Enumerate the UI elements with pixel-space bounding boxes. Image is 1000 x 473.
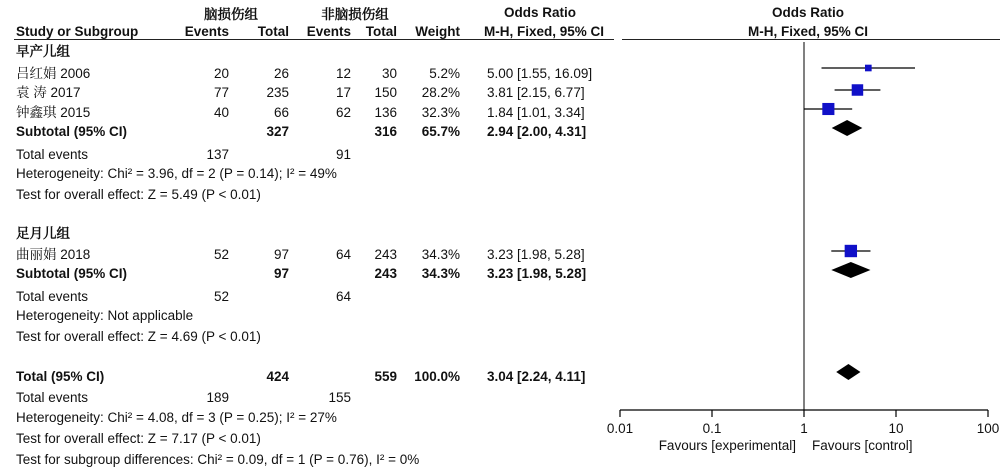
plot-method-header: M-H, Fixed, 95% CI <box>747 24 869 39</box>
exp-events: 52 <box>213 289 229 304</box>
weight-header: Weight <box>415 24 460 39</box>
exp-total: 26 <box>273 66 289 81</box>
x-tick-label: 100 <box>976 421 1000 436</box>
favours-right-label: Favours [control] <box>812 438 913 453</box>
or-ci: 3.23 [1.98, 5.28] <box>487 266 587 281</box>
exp-events-header: Events <box>184 24 229 39</box>
subtotal-label: Subtotal (95% CI) <box>16 124 128 139</box>
plot-title: Odds Ratio <box>771 5 844 20</box>
ctrl-events: 155 <box>328 390 351 405</box>
study-square <box>865 65 872 72</box>
or-ci: 3.23 [1.98, 5.28] <box>487 247 585 262</box>
or-ci: 2.94 [2.00, 4.31] <box>487 124 587 139</box>
weight: 34.3% <box>421 266 460 281</box>
ctrl-events: 62 <box>335 105 351 120</box>
subtotal-label: Subtotal (95% CI) <box>16 266 128 281</box>
ctrl-events: 64 <box>335 247 351 262</box>
exp-total: 66 <box>273 105 289 120</box>
ctrl-total: 30 <box>381 66 397 81</box>
study-square <box>845 245 857 257</box>
study-name: 钟鑫琪 2015 <box>16 105 91 120</box>
summary-diamond <box>831 262 870 278</box>
heterogeneity: Heterogeneity: Chi² = 3.96, df = 2 (P = 0.14); I² = 49% <box>16 166 337 181</box>
x-tick-label: 1 <box>800 421 808 436</box>
study-col-header: Study or Subgroup <box>16 24 139 39</box>
favours-left-label: Favours [experimental] <box>658 438 796 453</box>
ctrl-events: 12 <box>335 66 351 81</box>
study-square <box>852 84 863 95</box>
exp-total: 327 <box>266 124 289 139</box>
exp-events: 137 <box>206 147 229 162</box>
weight: 34.3% <box>421 247 460 262</box>
exp-events: 20 <box>213 66 229 81</box>
study-square <box>822 103 834 115</box>
exp-group-label: 脑损伤组 <box>204 7 258 22</box>
exp-total: 424 <box>266 369 289 384</box>
exp-total-header: Total <box>257 24 289 39</box>
ctrl-total: 136 <box>374 105 397 120</box>
ctrl-total-header: Total <box>365 24 397 39</box>
heterogeneity: Heterogeneity: Chi² = 4.08, df = 3 (P = 0.25); I² = 27% <box>16 410 337 425</box>
x-tick-label: 0.1 <box>702 421 722 436</box>
ctrl-events-header: Events <box>306 24 351 39</box>
subgroup-differences: Test for subgroup differences: Chi² = 0.09, df = 1 (P = 0.76), I² = 0% <box>16 452 420 467</box>
total-events-label: Total events <box>16 390 89 405</box>
or-ci: 3.81 [2.15, 6.77] <box>487 85 585 100</box>
weight: 28.2% <box>421 85 460 100</box>
exp-events: 40 <box>213 105 229 120</box>
subgroup-title: 早产儿组 <box>16 44 70 59</box>
overall-effect: Test for overall effect: Z = 5.49 (P < 0.01) <box>16 187 261 202</box>
exp-events: 77 <box>213 85 229 100</box>
ctrl-total: 150 <box>374 85 397 100</box>
exp-total: 97 <box>273 247 289 262</box>
ctrl-events: 64 <box>335 289 351 304</box>
total-label: Total (95% CI) <box>16 369 105 384</box>
weight: 32.3% <box>421 105 460 120</box>
overall-effect: Test for overall effect: Z = 4.69 (P < 0.01) <box>16 329 261 344</box>
ctrl-total: 243 <box>374 247 397 262</box>
weight: 5.2% <box>429 66 460 81</box>
or-ci: 1.84 [1.01, 3.34] <box>487 105 585 120</box>
ctrl-group-label: 非脑损伤组 <box>321 7 389 22</box>
x-tick-label: 0.01 <box>606 421 634 436</box>
summary-diamond <box>836 364 860 380</box>
or-title: Odds Ratio <box>503 5 576 20</box>
study-name: 曲丽娟 2018 <box>16 247 91 262</box>
weight: 100.0% <box>414 369 460 384</box>
or-method-header: M-H, Fixed, 95% CI <box>483 24 605 39</box>
or-ci: 3.04 [2.24, 4.11] <box>487 369 586 384</box>
ctrl-total: 559 <box>374 369 397 384</box>
ctrl-events: 17 <box>335 85 351 100</box>
total-events-label: Total events <box>16 147 89 162</box>
heterogeneity: Heterogeneity: Not applicable <box>16 308 194 323</box>
summary-diamond <box>832 120 863 136</box>
subgroup-title: 足月儿组 <box>16 226 70 241</box>
exp-total: 235 <box>266 85 289 100</box>
ctrl-total: 316 <box>374 124 397 139</box>
exp-events: 52 <box>213 247 229 262</box>
ctrl-total: 243 <box>374 266 397 281</box>
study-name: 吕红娟 2006 <box>16 66 91 81</box>
weight: 65.7% <box>421 124 460 139</box>
exp-total: 97 <box>273 266 289 281</box>
exp-events: 189 <box>206 390 229 405</box>
ctrl-events: 91 <box>335 147 351 162</box>
x-tick-label: 10 <box>888 421 904 436</box>
overall-effect: Test for overall effect: Z = 7.17 (P < 0.01) <box>16 431 261 446</box>
study-name: 袁 涛 2017 <box>16 85 81 100</box>
or-ci: 5.00 [1.55, 16.09] <box>487 66 593 81</box>
total-events-label: Total events <box>16 289 89 304</box>
